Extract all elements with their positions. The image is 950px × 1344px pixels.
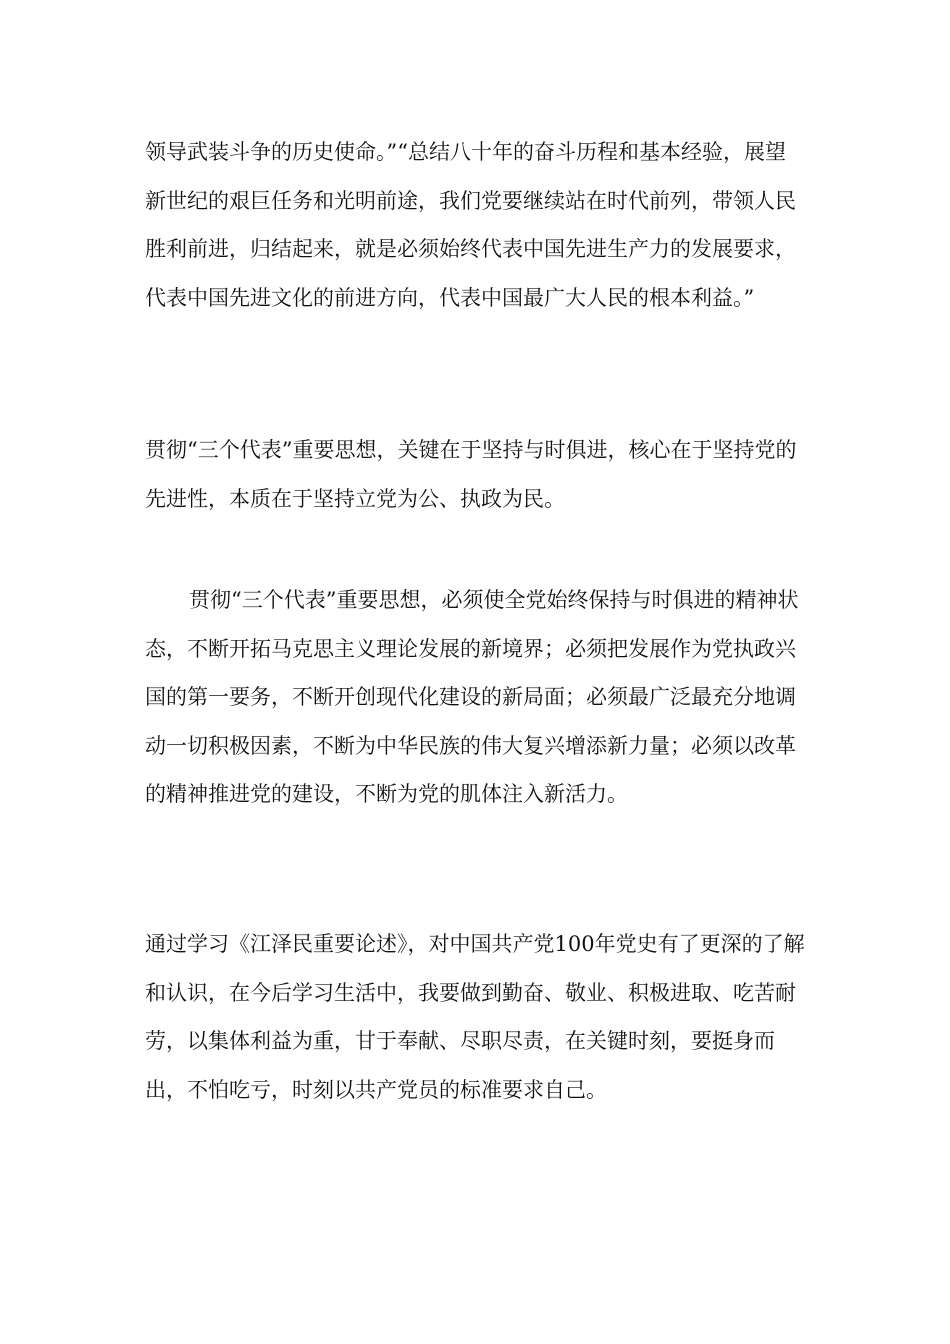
paragraph-quote-conclusion: 领导武装斗争的历史使命。”“总结八十年的奋斗历程和基本经验，展望新世纪的艰巨任务和光明前途，我们党要继续站在时代前列，带领人民胜利前进，归结起来，就是必须始终代表中国先进生产力的发展要求，代表中国先进文化的前进方向，代表中国最广大人民的根本利益。”: [145, 140, 796, 310]
paragraph-requirements: 贯彻“三个代表”重要思想，必须使全党始终保持与时俱进的精神状态，不断开拓马克思主义理论发展的新境界；必须把发展作为党执政兴国的第一要务，不断开创现代化建设的新局面；必须最广泛最充分地调动一切积极因素，不断为中华民族的伟大复兴增添新力量；必须以改革的精神推进党的建设，不断为党的肌体注入新活力。: [145, 588, 799, 806]
paragraph-personal-reflection: 通过学习《江泽民重要论述》，对中国共产党100年党史有了更深的了解和认识，在今后学习生活中，我要做到勤奋、敬业、积极进取、吃苦耐劳，以集体利益为重，甘于奉献、尽职尽责，在关键时刻，要挺身而出，不怕吃亏，时刻以共产党员的标准要求自己。: [145, 932, 805, 1102]
paragraph-key-points: 贯彻“三个代表”重要思想，关键在于坚持与时俱进，核心在于坚持党的先进性，本质在于坚持立党为公、执政为民。: [145, 438, 797, 511]
